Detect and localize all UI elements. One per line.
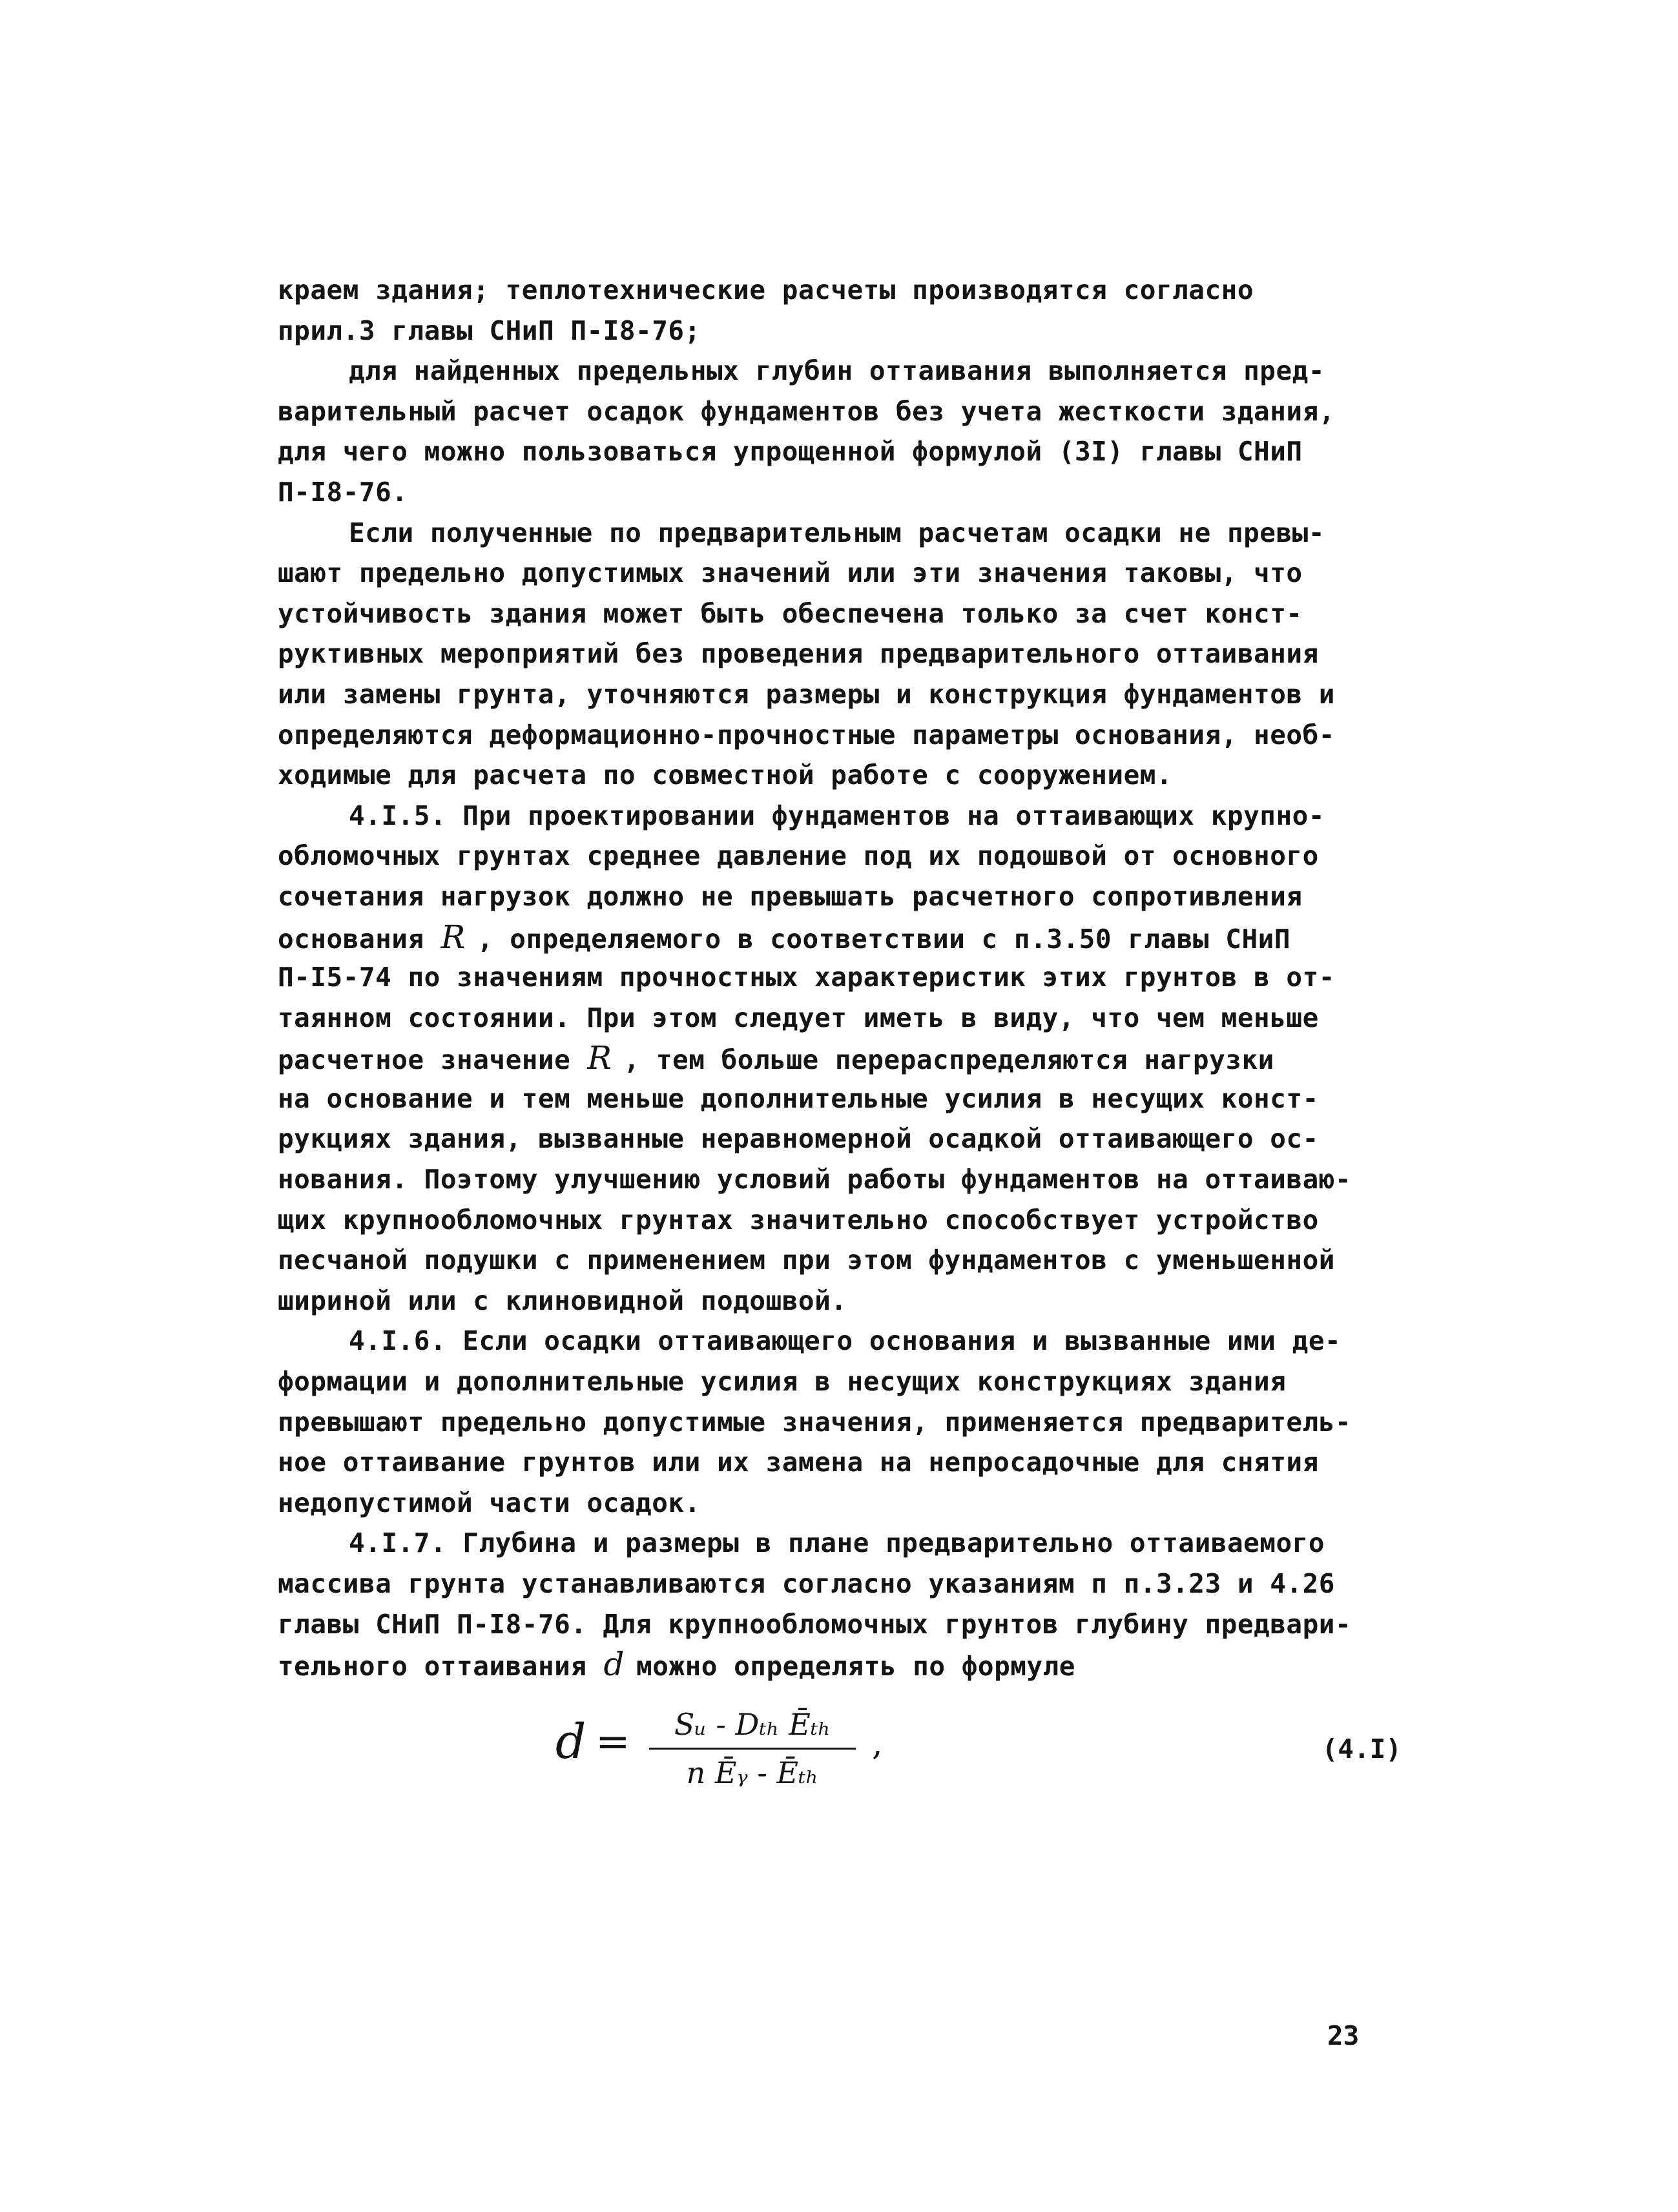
text-line: определяются деформационно-прочностные параметры основания, необ- (278, 719, 1335, 750)
text-line: Если полученные по предварительным расчетам осадки не превы- (349, 517, 1325, 548)
formula-4-1 (555, 1705, 1414, 1802)
text-line: 4.I.7. Глубина и размеры в плане предварительно оттаиваемого (349, 1527, 1325, 1559)
symbol-d: d (603, 1646, 625, 1684)
symbol-r: R (440, 918, 466, 956)
text-fragment: , тем больше перераспределяются нагрузки (623, 1044, 1274, 1076)
formula-comma: , (872, 1724, 883, 1763)
text-line: для найденных предельных глубин оттаивания выполняется пред- (349, 355, 1325, 387)
text-line: ходимые для расчета по совместной работе с сооружением. (278, 760, 1173, 791)
text-line: на основание и тем меньше дополнительные усилия в несущих конст- (278, 1082, 1319, 1114)
text-line: сочетания нагрузок должно не превышать расчетного сопротивления (278, 880, 1303, 912)
page-number: 23 (1327, 2020, 1360, 2051)
text-line: 4.I.5. При проектировании фундаментов на оттаивающих крупно- (349, 800, 1325, 831)
text-fragment: , определяемого в соответствии с п.3.50 главы СНиП (477, 923, 1291, 955)
text-line: шают предельно допустимых значений или эти значения таковы, что (278, 557, 1303, 589)
text-fragment: основания (278, 923, 424, 955)
text-line: главы СНиП П-I8-76. Для крупнообломочных грунтов глубину предвари- (278, 1608, 1352, 1640)
text-line: 4.I.6. Если осадки оттаивающего основания и вызванные ими де- (349, 1325, 1341, 1357)
text-line: или замены грунта, уточняются размеры и конструкция фундаментов и (278, 678, 1335, 710)
text-fragment: расчетное значение (278, 1044, 571, 1076)
text-line: нования. Поэтому улучшению условий работы фундаментов на оттаиваю- (278, 1164, 1352, 1195)
text-fragment: тельного оттаивания (278, 1651, 587, 1682)
formula-equals-sign: = (596, 1718, 630, 1766)
text-line: прил.3 главы СНиП П-I8-76; (278, 315, 701, 346)
text-line: массива грунта устанавливаются согласно указаниям п п.3.23 и 4.26 (278, 1568, 1335, 1599)
text-line: устойчивость здания может быть обеспечена только за счет конст- (278, 597, 1303, 629)
text-fragment: можно определять по формуле (636, 1651, 1075, 1682)
text-line: недопустимой части осадок. (278, 1487, 701, 1518)
text-line: рукциях здания, вызванные неравномерной осадкой оттаивающего ос- (278, 1123, 1319, 1155)
text-line: щих крупнообломочных грунтах значительно способствует устройство (278, 1204, 1319, 1235)
formula-lhs: d (555, 1714, 586, 1770)
formula-number: (4.I) (1321, 1733, 1402, 1764)
formula-numerator: Sᵤ - Dₜₕ Ēₜₕ (674, 1707, 831, 1742)
text-line: П-I5-74 по значениям прочностных характеристик этих грунтов в от- (278, 962, 1335, 993)
text-line: П-I8-76. (278, 476, 408, 508)
text-line: руктивных мероприятий без проведения предварительного оттаивания (278, 638, 1319, 670)
text-line: для чего можно пользоваться упрощенной формулой (3I) главы СНиП (278, 436, 1303, 468)
text-line: краем здания; теплотехнические расчеты производятся согласно (278, 274, 1254, 305)
text-line (278, 1644, 1414, 1685)
formula-denominator: n Ēᵧ - Ēₜₕ (686, 1755, 819, 1790)
text-line: превышают предельно допустимые значения, применяется предваритель- (278, 1406, 1352, 1438)
text-line: ное оттаивание грунтов или их замена на непросадочные для снятия (278, 1447, 1319, 1478)
formula-fraction (649, 1705, 856, 1792)
body-text (278, 270, 1414, 1685)
text-line (278, 1038, 1414, 1079)
text-line: песчаной подушки с применением при этом фундаментов с уменьшенной (278, 1245, 1335, 1276)
text-line: формации и дополнительные усилия в несущих конструкциях здания (278, 1366, 1287, 1398)
text-line (278, 917, 1414, 958)
fraction-bar (649, 1748, 856, 1750)
text-line: варительный расчет осадок фундаментов без учета жесткости здания, (278, 395, 1335, 427)
text-line: обломочных грунтах среднее давление под их подошвой от основного (278, 840, 1319, 872)
text-line: таянном состоянии. При этом следует иметь в виду, что чем меньше (278, 1002, 1319, 1033)
symbol-r: R (587, 1039, 612, 1077)
text-line: шириной или с клиновидной подошвой. (278, 1285, 847, 1316)
